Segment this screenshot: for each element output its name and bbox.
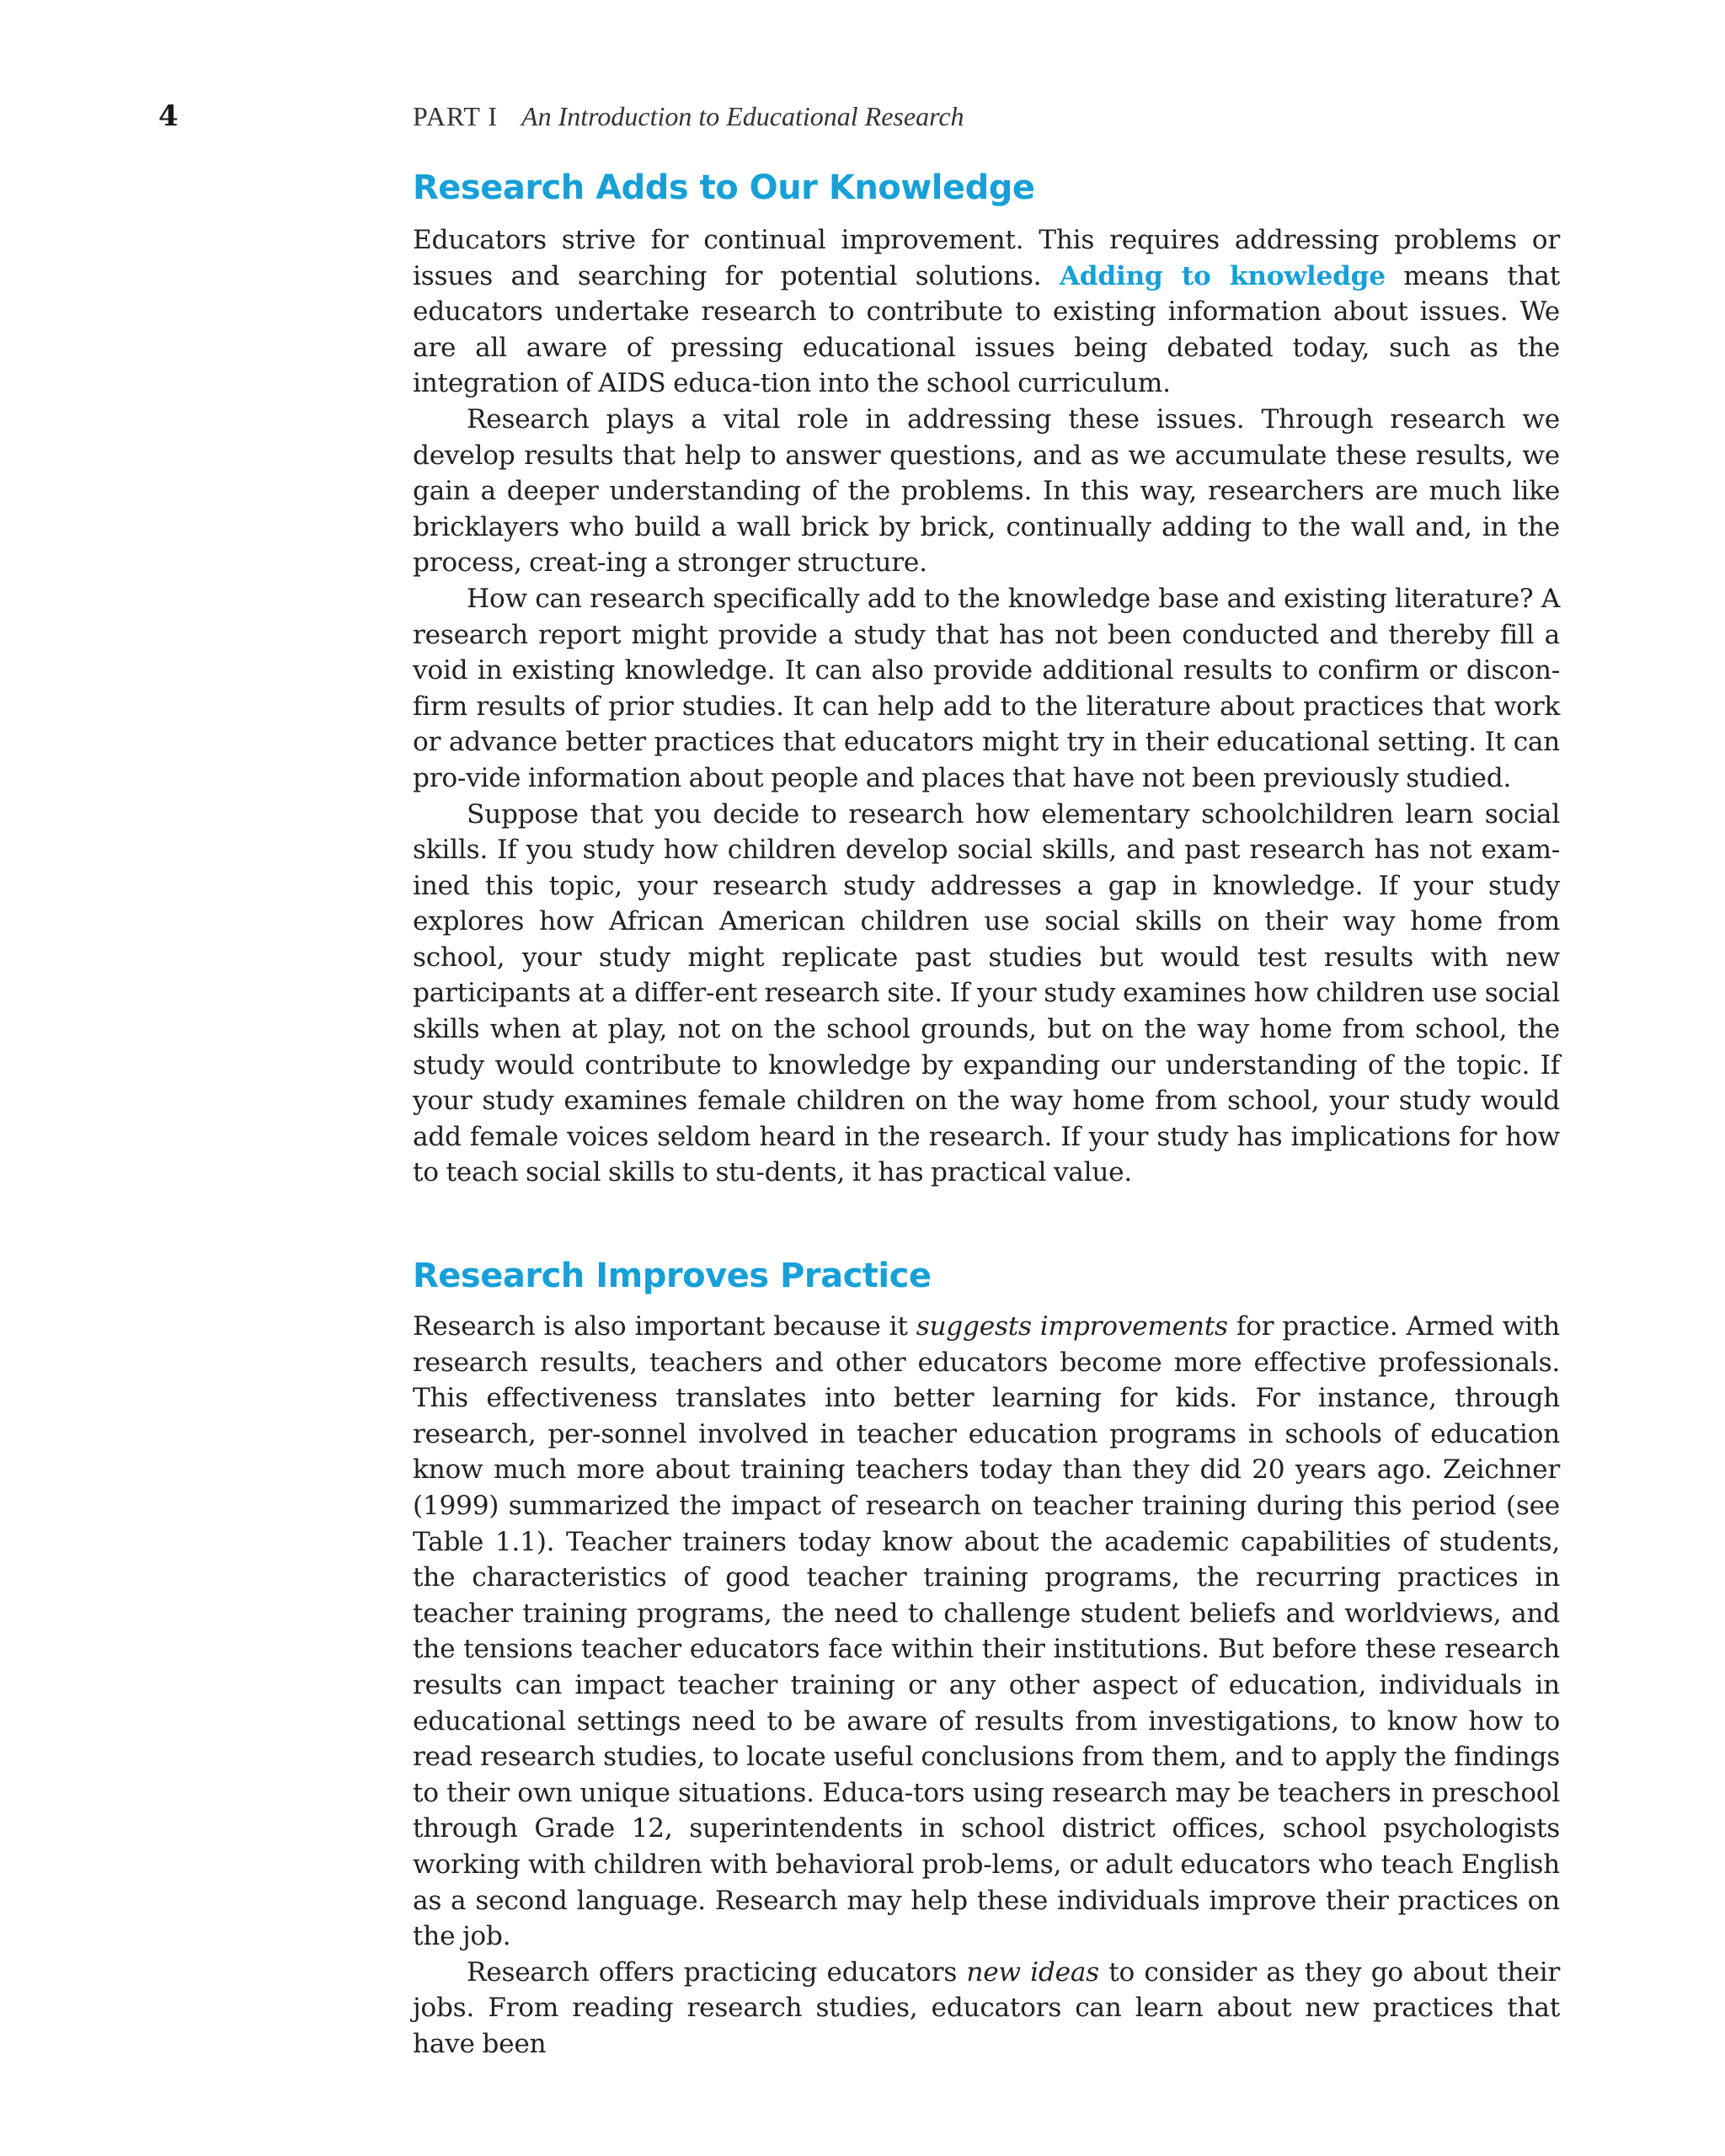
section-heading-knowledge: Research Adds to Our Knowledge (413, 168, 1035, 207)
emphasis-text: new ideas (966, 1956, 1099, 1988)
page-number: 4 (158, 99, 179, 133)
paragraph: Research plays a vital role in addressing these issues. Through research we develop results that help to answer questions, and as we accumulate these results, we gain a deeper understanding of the problems. In this way, researchers are much like bricklayers who build a wall brick by brick, continually adding to the wall and, in the process, creat-ing a stronger structure. (413, 403, 1560, 579)
running-head (413, 101, 964, 132)
paragraph (413, 1955, 1560, 2063)
part-label: PART I (413, 101, 499, 131)
paragraph-text: Research offers practicing educators (467, 1956, 967, 1988)
paragraph-text: Educators strive for continual improvement. This requires addressing problems or issues and searching for potential solutions. (413, 225, 1560, 291)
paragraph-text: Research is also important because it (413, 1311, 916, 1342)
paragraph: How can research specifically add to the knowledge base and existing literature? A research report might provide a study that has not been conducted and thereby fill a void in existing knowledge. It can also provide additional results to confirm or discon-firm results of prior studies. It can help add to the literature about practices that work or advance better practices that educators might try in their educational setting. It can pro-vide information about people and places that have not been previously studied. (413, 583, 1560, 793)
section-heading-practice: Research Improves Practice (413, 1257, 932, 1296)
paragraph (413, 1309, 1560, 1955)
paragraph-text: means that educators undertake research to contribute to existing information about issues. We are all aware of pressing educational issues being debated today, such as the integration of AIDS educa-tion into the school curriculum. (413, 260, 1560, 399)
paragraph (413, 222, 1560, 402)
paragraph-text: to consider as they go about their jobs. From reading research studies, educators can learn about new practices that have been (413, 1956, 1560, 2059)
emphasis-text: suggests improvements (916, 1311, 1228, 1342)
key-term: Adding to knowledge (1059, 260, 1386, 291)
part-title: An Introduction to Educational Research (521, 101, 964, 131)
page-body (413, 168, 1560, 2063)
paragraph-text: for practice. Armed with research results, teachers and other educators become more effective professionals. This effectiveness translates into better learning for kids. For instance, through research, per-sonnel involved in teacher education programs in schools of education know much more about training teachers today than they did 20 years ago. Zeichner (1999) summarized the impact of research on teacher training during this period (see Table 1.1). Teacher trainers today know about the academic capabilities of students, the characteristics of good teacher training programs, the recurring practices in teacher training programs, the need to challenge student beliefs and worldviews, and the tensions teacher educators face within their institutions. But before these research results can impact teacher training or any other aspect of education, individuals in educational settings need to be aware of results from investigations, to know how to read research studies, to locate useful conclusions from them, and to apply the findings to their own unique situations. Educa-tors using research may be teachers in preschool through Grade 12, superintendents in school district offices, school psychologists working with children with behavioral prob-lems, or adult educators who teach English as a second language. Research may help these individuals improve their practices on the job. (413, 1311, 1561, 1952)
paragraph: Suppose that you decide to research how elementary schoolchildren learn social skills. If you study how children develop social skills, and past research has not exam-ined this topic, your research study addresses a gap in knowledge. If your study explores how African American children use social skills on their way home from school, your study might replicate past studies but would test results with new participants at a differ-ent research site. If your study examines how children use social skills when at play, not on the school grounds, but on the way home from school, the study would contribute to knowledge by expanding our understanding of the topic. If your study examines female children on the way home from school, your study would add female voices seldom heard in the research. If your study has implications for how to teach social skills to stu-dents, it has practical value. (413, 798, 1560, 1188)
